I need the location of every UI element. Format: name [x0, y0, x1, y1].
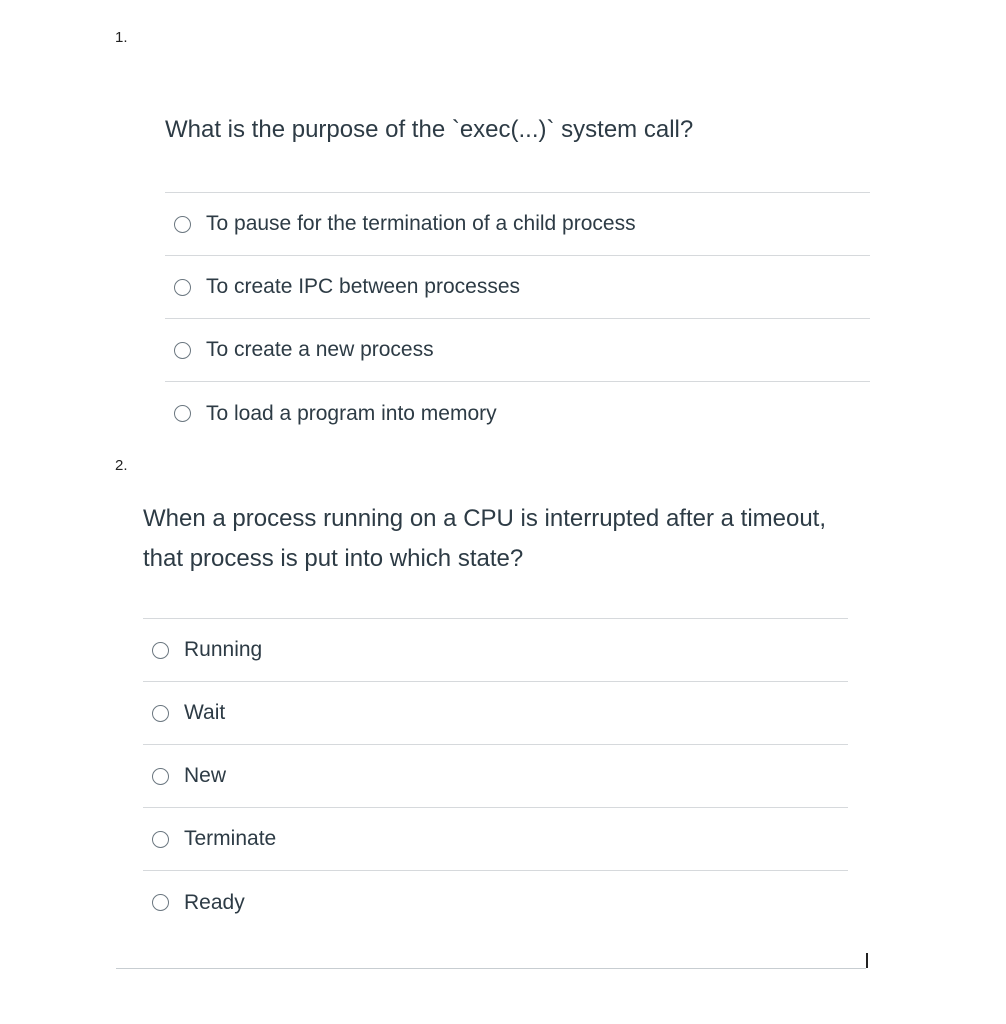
bottom-divider — [116, 968, 866, 969]
answer-label: To pause for the termination of a child process — [206, 212, 636, 235]
answer-label: Ready — [184, 890, 245, 914]
question-1 — [165, 110, 870, 440]
question-text: When a process running on a CPU is interrupted after a timeout, that process is put into which state? — [143, 505, 827, 572]
answer-option[interactable] — [143, 871, 848, 934]
radio-button[interactable] — [152, 894, 169, 911]
question-number: 2. — [115, 457, 128, 474]
question-number: 1. — [115, 29, 128, 46]
radio-button[interactable] — [174, 279, 191, 296]
question-2 — [143, 499, 848, 939]
question-text: What is the purpose of the `exec(...)` system call? — [165, 116, 694, 143]
radio-button[interactable] — [174, 405, 191, 422]
answer-label: Running — [184, 638, 263, 661]
radio-button[interactable] — [152, 831, 169, 848]
radio-button[interactable] — [174, 216, 191, 233]
answer-label: Wait — [184, 701, 226, 724]
answer-list — [143, 618, 848, 934]
text-cursor — [866, 953, 868, 968]
answer-label: To create IPC between processes — [206, 275, 520, 298]
answer-label: Terminate — [184, 827, 277, 850]
radio-button[interactable] — [152, 705, 169, 722]
answer-list — [165, 192, 870, 445]
answer-option[interactable] — [165, 193, 870, 256]
radio-button[interactable] — [174, 342, 191, 359]
answer-option[interactable] — [143, 619, 848, 682]
answer-option[interactable] — [143, 808, 848, 871]
answer-option[interactable] — [143, 682, 848, 745]
radio-button[interactable] — [152, 642, 169, 659]
answer-label: To create a new process — [206, 338, 434, 361]
answer-label: New — [184, 764, 227, 787]
answer-option[interactable] — [165, 256, 870, 319]
answer-option[interactable] — [165, 319, 870, 382]
answer-option[interactable] — [165, 382, 870, 445]
answer-label: To load a program into memory — [206, 401, 497, 425]
answer-option[interactable] — [143, 745, 848, 808]
radio-button[interactable] — [152, 768, 169, 785]
